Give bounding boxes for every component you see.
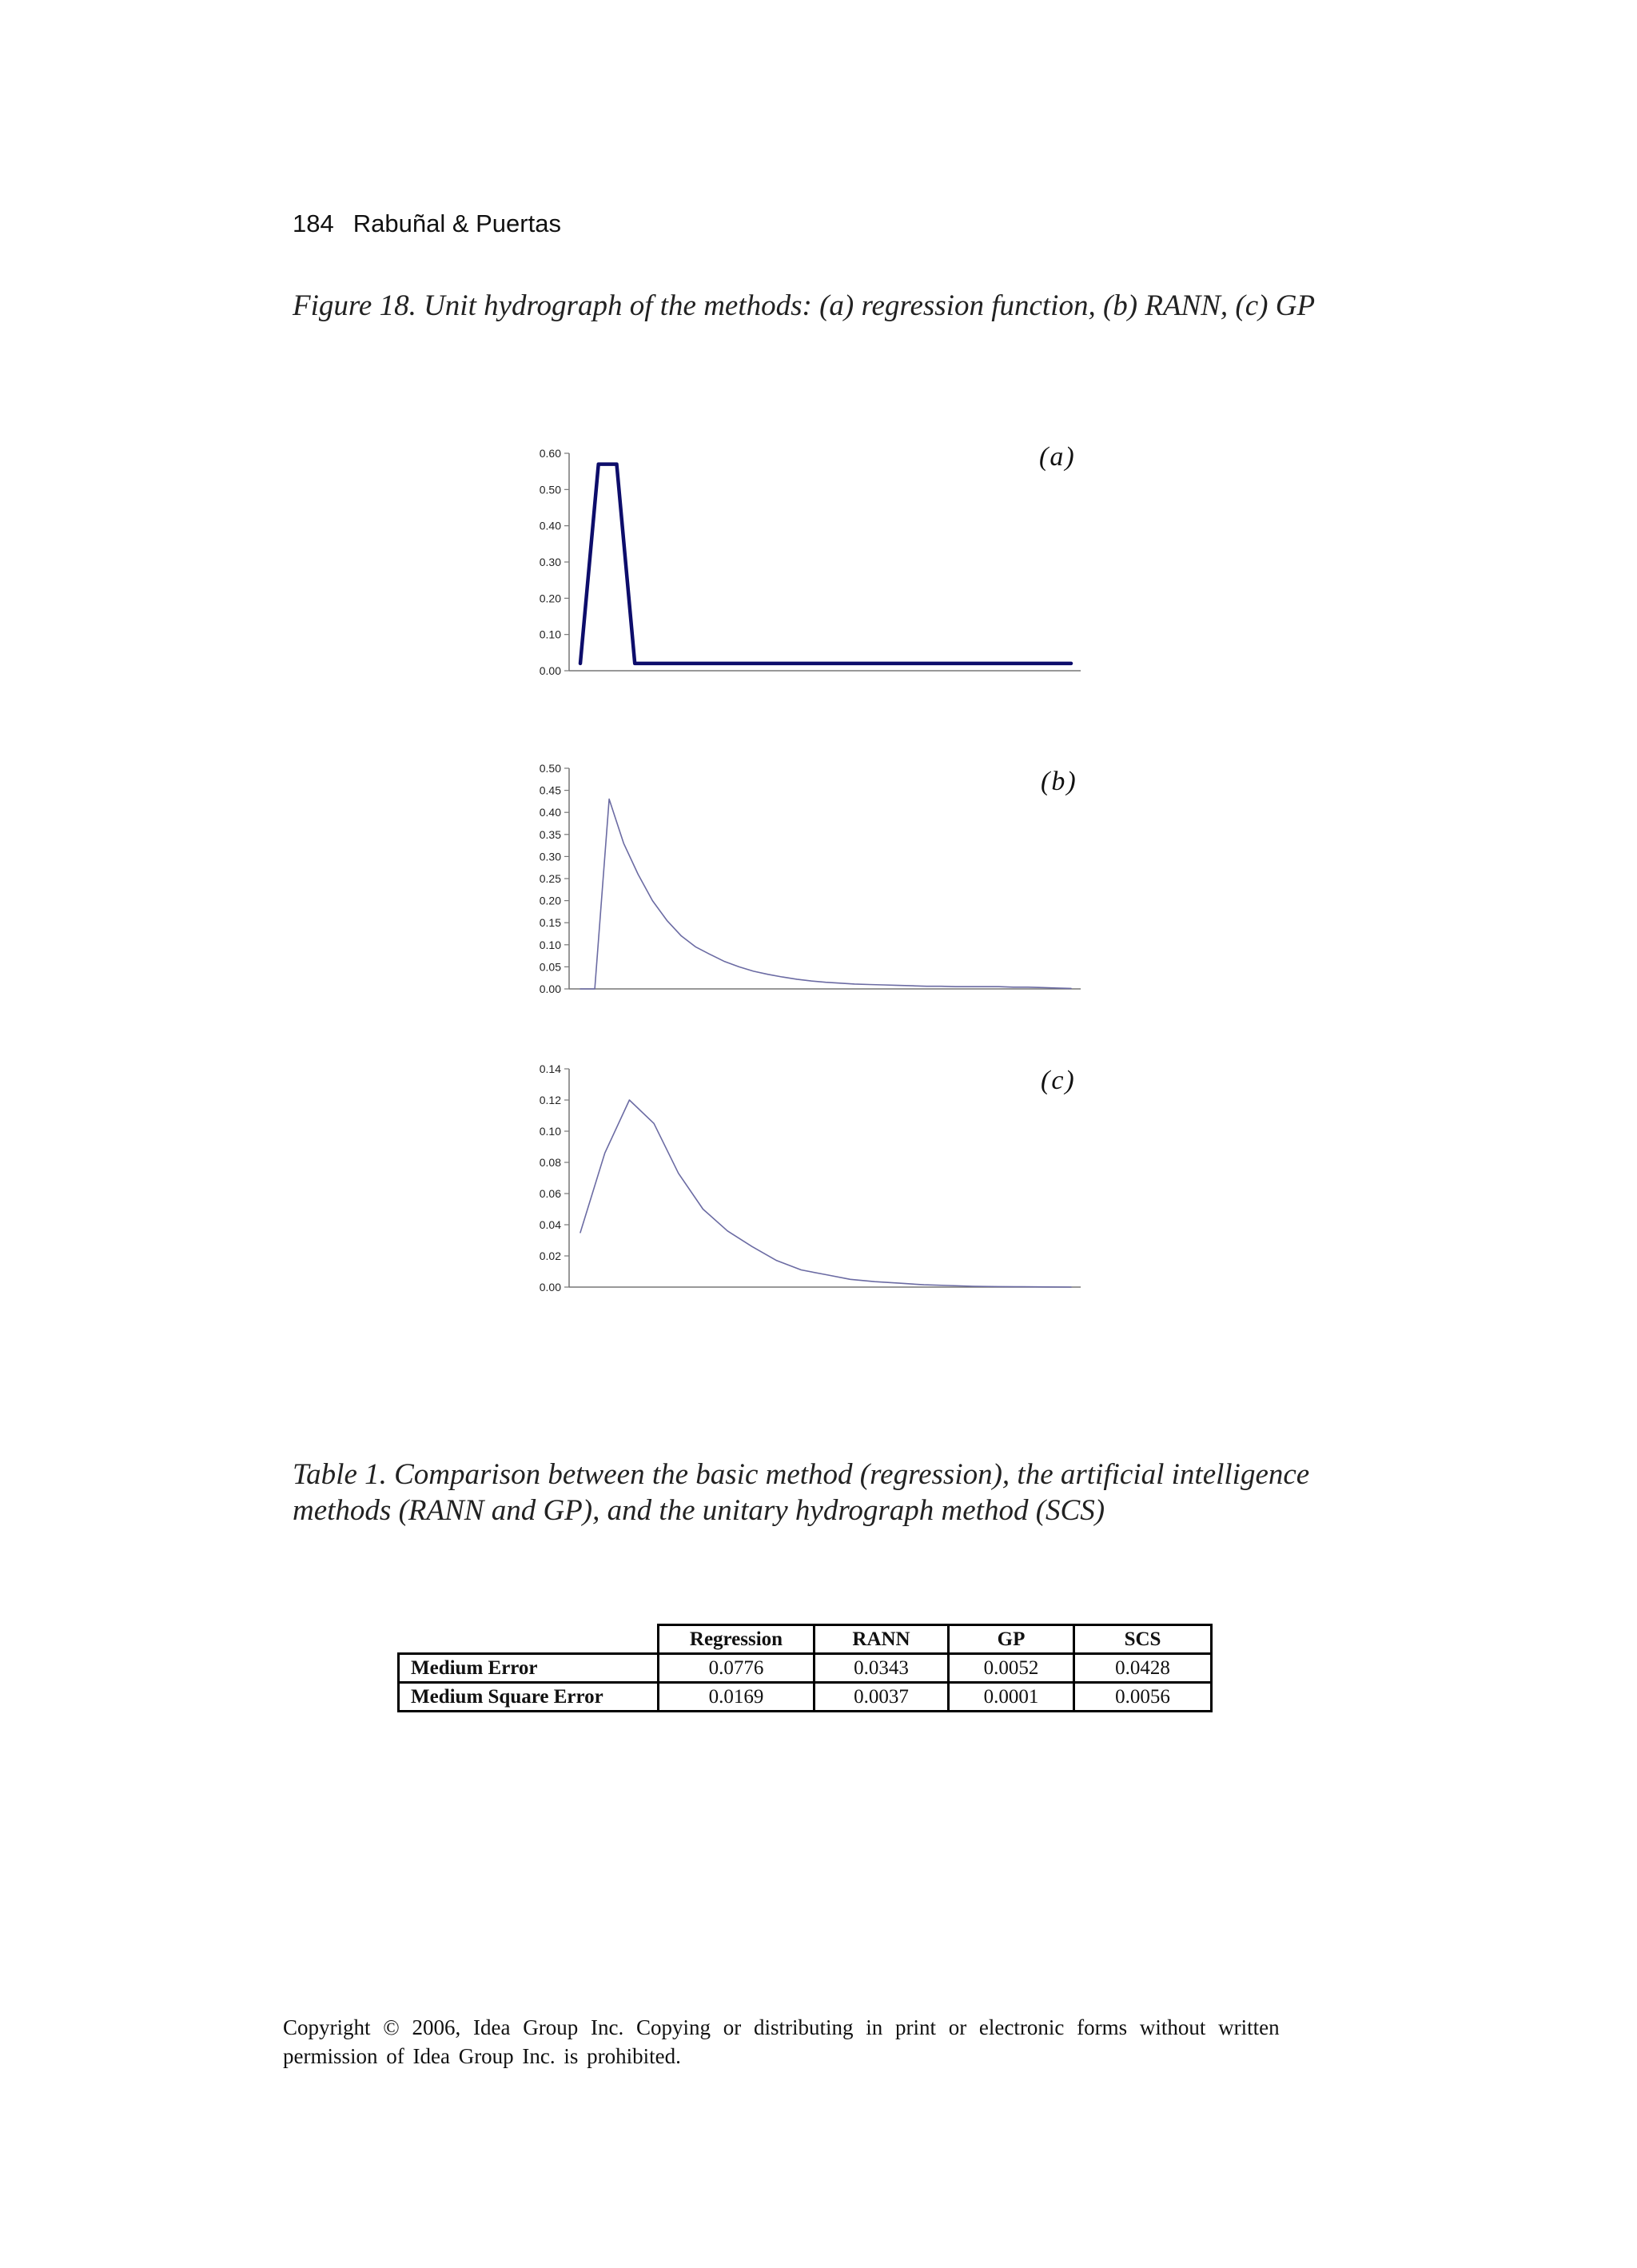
table-header-row [399,1625,1212,1654]
table-cell: 0.0037 [815,1683,949,1712]
table-row-label: Medium Error [399,1654,659,1683]
series-line [580,799,1071,989]
y-tick-label: 0.10 [539,938,561,951]
table-cell: 0.0169 [659,1683,815,1712]
table-cell: 0.0428 [1074,1654,1212,1683]
page-number: 184 [293,209,334,237]
footer-line-2: permission of Idea Group Inc. is prohibited. [283,2044,681,2068]
y-tick-label: 0.05 [539,960,561,974]
y-tick-label: 0.15 [539,916,561,930]
table-cell: 0.0001 [949,1683,1074,1712]
table-row [399,1683,1212,1712]
chart-panel [540,442,1081,677]
y-tick-label: 0.40 [539,519,561,532]
y-tick-label: 0.50 [539,483,561,496]
header-authors: Rabuñal & Puertas [352,209,561,237]
y-tick-label: 0.50 [539,762,561,775]
y-tick-label: 0.25 [539,872,561,885]
table-header-gp: GP [949,1625,1074,1654]
y-tick-label: 0.08 [539,1156,561,1169]
y-tick-label: 0.00 [539,1281,561,1293]
table-caption-line-2: methods (RANN and GP), and the unitary hydrograph method (SCS) [293,1494,1105,1527]
table-cell: 0.0343 [815,1654,949,1683]
y-tick-label: 0.04 [539,1218,561,1231]
y-tick-label: 0.00 [539,664,561,677]
figure-caption: Figure 18. Unit hydrograph of the methods: (a) regression function, (b) RANN, (c) GP [293,289,1316,322]
table-header-scs: SCS [1074,1625,1212,1654]
y-tick-label: 0.10 [539,1125,561,1138]
comparison-table [397,1624,1213,1712]
y-tick-label: 0.02 [539,1250,561,1262]
table-cell: 0.0052 [949,1654,1074,1683]
y-tick-label: 0.06 [539,1187,561,1200]
table-cell: 0.0056 [1074,1683,1212,1712]
chart-panel [540,762,1081,995]
y-tick-label: 0.30 [539,850,561,863]
table-row [399,1654,1212,1683]
y-tick-label: 0.20 [539,894,561,907]
panel-label: (c) [1041,1066,1076,1095]
y-tick-label: 0.30 [539,556,561,568]
series-line [580,464,1071,664]
y-tick-label: 0.12 [539,1094,561,1106]
chart-panel [540,1062,1081,1293]
y-tick-label: 0.00 [539,983,561,995]
table-caption-line-1: Table 1. Comparison between the basic method (regression), the artificial intelligence [293,1458,1310,1491]
table-header-regression: Regression [659,1625,815,1654]
table-cell: 0.0776 [659,1654,815,1683]
copyright-footer [283,2013,1322,2071]
footer-line-1: Copyright © 2006, Idea Group Inc. Copying or distributing in print or electronic forms without written [283,2015,1280,2039]
y-tick-label: 0.60 [539,447,561,460]
y-tick-label: 0.40 [539,806,561,819]
table-header-rann: RANN [815,1625,949,1654]
table-row-label: Medium Square Error [399,1683,659,1712]
y-tick-label: 0.20 [539,592,561,605]
table-corner-cell [399,1625,659,1654]
y-tick-label: 0.10 [539,628,561,641]
table-caption [293,1457,1364,1529]
panel-label: (b) [1041,767,1077,796]
y-tick-label: 0.45 [539,783,561,797]
y-tick-label: 0.35 [539,827,561,841]
series-line [580,1100,1071,1287]
y-tick-label: 0.14 [539,1062,561,1075]
panel-label: (a) [1039,442,1076,472]
